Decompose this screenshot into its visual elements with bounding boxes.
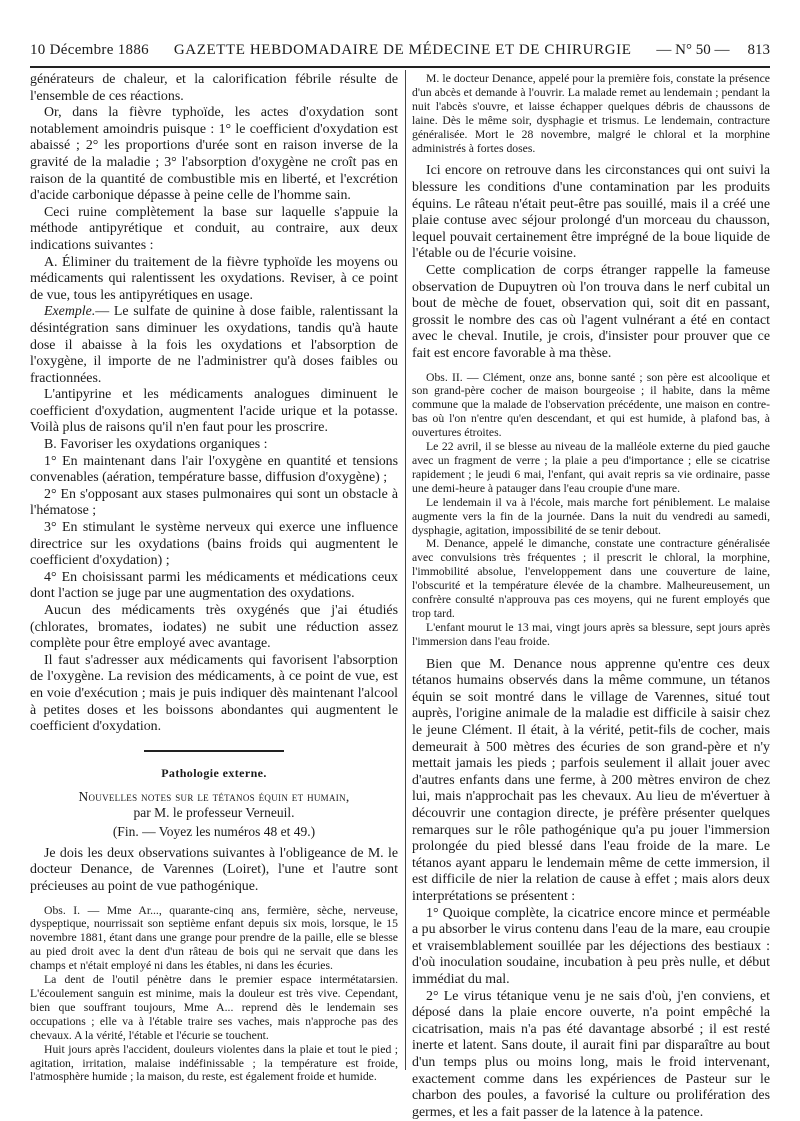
observation-text: Obs. I. — Mme Ar..., quarante-cinq ans, fermière, sèche, nerveuse, dyspeptique, nourrissait son septième enfant depuis six mois, lorsque, le 15 novembre 1881, étant dans une grange pour prendre de la paille, elle se blesse au pied droit avec la dent d'un râteau de bois qui ne servait que dans les champs et n'était employé ni dans les étables, ni dans les écuries. [30,903,398,973]
paragraph [30,304,398,387]
issue-date: 10 Décembre 1886 [30,41,149,58]
article-title [30,789,398,822]
paragraph: 2° Le virus tétanique venu je ne sais d'où, j'en conviens, et déposé dans la plaie encore ouverte, n'a point empêché la cicatrisation, mais n'a pas été davantage absorbé ; il est resté inerte et latent. Sans doute, il aurait fini par disparaître au bout d'un temps plus ou moins long, mais le froid intervenant, exactement comme dans les expériences de Pasteur sur le charbon des poules, a favorisé la culture ou prolifération des germes, et les a fait passer de la latence à la patence. [412,988,770,1120]
issue-number: — N° 50 — [656,41,730,58]
paragraph: Il faut s'adresser aux médicaments qui favorisent l'absorption de l'oxygène. La revision des médicaments, à ce point de vue, est en voie d'exécution ; mais je puis indiquer dès maintenant l'alcool à petites doses et les boissons abondantes qui augmentent le coefficient d'oxydation. [30,652,398,735]
paragraph: 4° En choisissant parmi les médicaments et médications ceux dont l'action se juge par une augmentation des oxydations. [30,569,398,602]
observation-text: M. le docteur Denance, appelé pour la première fois, constate la présence d'un abcès et demande à l'ouvrir. La malade remet au lendemain ; pendant la nuit l'abcès s'ouvre, et laisse échapper quelques débris de chaussons de laine. Dès le même soir, dysphagie et trismus. Le lendemain, contracture généralisée. Mort le 28 novembre, malgré le chloral et la morphine administrés à fortes doses. [412,72,770,155]
paragraph: 2° En s'opposant aux stases pulmonaires qui sont un obstacle à l'hématose ; [30,486,398,519]
paragraph: 3° En stimulant le système nerveux qui exerce une influence directrice sur les oxydations (bains froids qui augmentent le coefficient d'oxydation) ; [30,520,398,569]
column-divider [405,70,406,1070]
page-header [30,38,770,62]
left-column [30,72,398,1084]
paragraph: Or, dans la fièvre typhoïde, les actes d'oxydation sont notablement amoindris puisque : 1° le coefficient d'oxydation est abaissé ; 2° les proportions d'urée sont en raison inverse de la gravité de la maladie ; 3° l'absorption d'oxygène ne croît pas en raison de la quantité de combustible mis en liberté, et l'excrétion d'acide carbonique dépasse à peine celle de l'homme sain. [30,105,398,204]
paragraph: Je dois les deux observations suivantes à l'obligeance de M. le docteur Denance, de Varennes (Loiret), l'une et l'autre sont précieuses au point de vue pathogénique. [30,845,398,894]
paragraph: générateurs de chaleur, et la calorification fébrile résulte de l'ensemble de ces réactions. [30,72,398,104]
article-author: par M. le professeur Verneuil. [133,805,295,821]
paragraph: Cette complication de corps étranger rappelle la fameuse observation de Dupuytren où l'on trouva dans le nerf cubital un bout de mèche de fouet, observation qui, soit dit en passant, grossit le nombre des cas où l'agent vulnérant a été en contact avec le cheval. Inutile, je crois, d'insister pour prouver que ce fait est encore favorable à ma thèse. [412,263,770,361]
paragraph: Ici encore on retrouve dans les circonstances qui ont suivi la blessure les conditions d'une contamination par les produits équins. Le râteau n'était peut-être pas souillé, mais il a créé une plaie contuse avec séjour prolongé d'un morceau du chausson, lequel pouvait certainement être imprégné de la boue liquide de l'étable ou de l'écurie voisine. [412,163,770,262]
section-separator [144,750,284,752]
paragraph: B. Favoriser les oxydations organiques : [44,437,268,453]
issue-info [656,42,770,59]
paragraph: L'antipyrine et les médicaments analogues diminuent le coefficient d'oxydation, augmentent l'acide urique et la potasse. Voilà plus de raisons qu'il n'en faut pour les proscrire. [30,387,398,436]
right-column [412,72,770,1120]
paragraph: Bien que M. Denance nous apprenne qu'entre ces deux tétanos humains observés dans la même commune, un tétanos équin se soit montré dans le village de Varennes, situé tout auprès, l'origine animale de la maladie est difficile à saisir chez le jeune Clément. Il était, à la vérité, petit-fils de cocher, mais demeurait à 500 mètres des écuries de son grand-père et n'y mettait jamais les pieds ; parfois seulement il allait jouer avec d'autres enfants dans une ferme, à 200 mètres environ de chez lui, mais n'approchait pas les chevaux. Au lieu de m'évertuer à découvrir une contagion directe, je préfère présenter quelques remarques sur le rôle pathogénique qu'a pu jouer l'immersion prolongée du pied blessé dans l'eau froide de la mare. Le tétanos ayant apparu le lendemain même de cette immersion, il est difficile de nier la relation de cause à effet ; mais alors deux interprétations se présentent : [412,656,770,904]
example-text: — Le sulfate de quinine à dose faible, ralentissant la désintégration sans diminuer les oxydations, tandis qu'à haute dose il abaisse à la fois les oxydations et l'absorption de l'oxygène, il importe de ne l'administrer qu'à doses faibles ou fractionnées. [30,304,398,386]
observation-text: Obs. II. — Clément, onze ans, bonne santé ; son père est alcoolique et son grand-père cocher de maison bourgeoise ; il habite, dans la même commune que la malade de l'observation précédente, une maison en contre-bas où l'on n'entre qu'en descendant, et qui est humide, à plafond bas, à ouvertures étroites. [412,370,770,440]
observation-text: Le 22 avril, il se blesse au niveau de la malléole externe du pied gauche avec un fragment de verre ; la plaie a peu d'importance ; elle se cicatrise rapidement ; le jeudi 6 mai, l'enfant, qui avait repris sa vie ordinaire, passe une demi-heure à patauger dans l'eau croupie d'une mare. [412,440,770,495]
continuation-note: (Fin. — Voyez les numéros 48 et 49.) [112,823,316,839]
page-number: 813 [747,41,770,58]
paragraph: 1° En maintenant dans l'air l'oxygène en quantité et tensions convenables (aération, température basse, diffusion d'oxygène) ; [30,453,398,486]
observation-text: M. Denance, appelé le dimanche, constate une contracture généralisée avec convulsions très fréquentes ; il prescrit le chloral, la morphine, l'immobilité absolue, l'enveloppement dans une couverture de laine, l'obscurité et la température élevée de la chambre. Malheureusement, un confrère consulté n'approuva pas ces moyens, qui ne furent employés que trop tard. [412,537,770,620]
section-heading: Pathologie externe. [161,765,267,780]
observation-text: Huit jours après l'accident, douleurs violentes dans la plaie et tout le pied ; agitation, irritation, malaise indéfinissable ; la température est froide, l'atmosphère humide ; la maison, du reste, est également froide et humide. [30,1042,398,1084]
article-title-line: Nouvelles notes sur le tétanos équin et humain, [78,788,350,804]
header-rule [30,66,770,68]
observation-text: Le lendemain il va à l'école, mais marche fort péniblement. Le malaise augmente vers la fin de la journée. Dans la nuit du vendredi au samedi, dysphagie, agitation, impossibilité de se tenir debout. [412,495,770,537]
observation-text: L'enfant mourut le 13 mai, vingt jours après sa blessure, sept jours après l'immersion dans l'eau froide. [412,620,770,648]
journal-title: GAZETTE HEBDOMADAIRE DE MÉDECINE ET DE CHIRURGIE [173,41,632,58]
paragraph: A. Éliminer du traitement de la fièvre typhoïde les moyens ou médicaments qui ralentissent les oxydations. Reviser, à ce point de vue, tous les antipyrétiques en usage. [30,254,398,303]
example-label: Exemple. [44,304,96,320]
paragraph: Aucun des médicaments très oxygénés que j'ai étudiés (chlorates, bromates, iodates) ne subit une réduction assez complète pour être employé avec avantage. [30,603,398,652]
paragraph: Ceci ruine complètement la base sur laquelle s'appuie la méthode antipyrétique et conduit, au contraire, aux deux indications suivantes : [30,204,398,253]
paragraph: 1° Quoique complète, la cicatrice encore mince et perméable a pu absorber le virus contenu dans l'eau de la mare, eau croupie et vraisemblablement souillée par les déjections des bestiaux : d'où inoculation soudaine, incubation à peu près nulle, et début immédiat du mal. [412,905,770,987]
observation-text: La dent de l'outil pénètre dans le premier espace intermétatarsien. L'écoulement sanguin est minime, mais la douleur est très vive. Cependant, bien que souffrant toujours, Mme A... reprend dès le lendemain ses occupations ; elle va à l'étable traire ses vaches, mais n'approche pas des chevaux. A la vérité, l'étable et l'écurie se touchent. [30,973,398,1042]
